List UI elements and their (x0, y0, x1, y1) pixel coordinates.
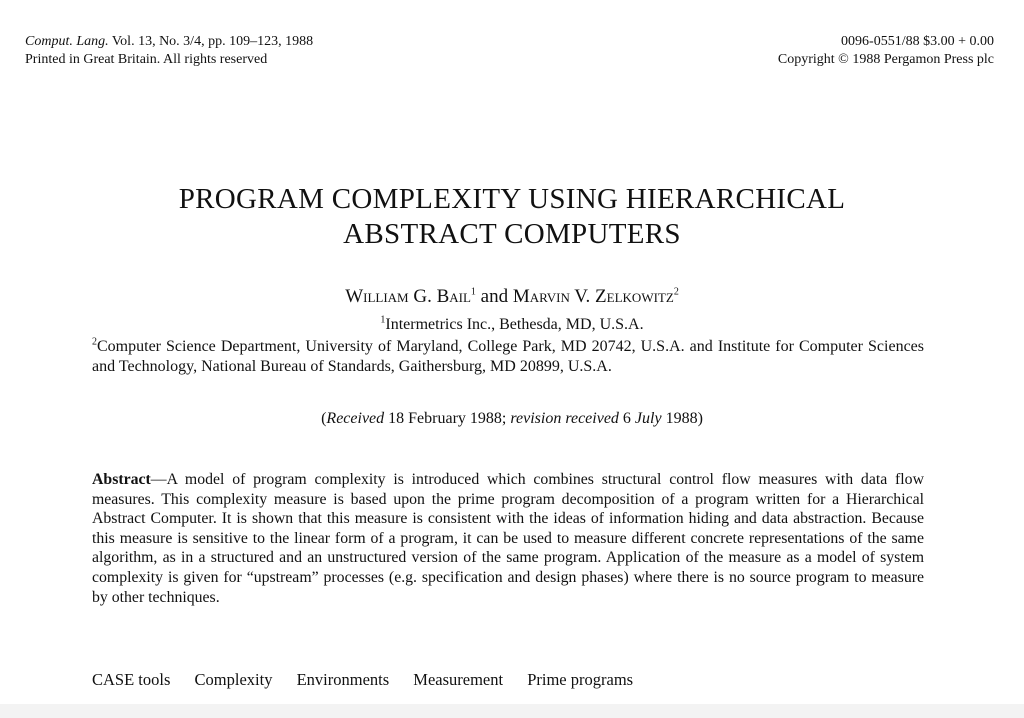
affiliation-1 (0, 315, 1024, 335)
publisher-header (778, 33, 994, 69)
title-line-1: PROGRAM COMPLEXITY USING HIERARCHICAL (178, 183, 846, 215)
affiliation-2-mark: 2 (92, 336, 97, 348)
affiliation-1-mark: 1 (380, 314, 386, 326)
abstract-text: —A model of program complexity is introduced which combines structural control flow measures with data flow measures. This complexity measure is based upon the prime program decomposition of a program written for a Hierarchical Abstract Computer. It is shown that this measure is consistent with the ideas of information hiding and data abstraction. Because this measure is sensitive to the linear form of a program, it can be used to measure different concrete representations of the same algorithm, as in a structured and an unstructured version of the same program. Application of the measure as a model of system complexity is given for “upstream” processes (e.g. specification and design phases) where there is no source program to measure by other techniques. (92, 471, 924, 606)
affiliation-2 (92, 337, 924, 377)
journal-abbrev: Comput. Lang. (25, 34, 109, 49)
revision-label: revision received (510, 410, 619, 427)
scan-edge (0, 704, 1024, 718)
revision-year: 1988 (665, 410, 698, 427)
keyword: Prime programs (527, 670, 634, 689)
revision-month: July (634, 410, 662, 427)
copyright-line: Copyright © 1988 Pergamon Press plc (777, 52, 994, 67)
keyword-list (92, 670, 653, 690)
author-1-mark: 1 (470, 286, 476, 298)
printed-line: Printed in Great Britain. All rights reserved (25, 52, 268, 67)
revision-day: 6 (622, 410, 631, 427)
journal-header (25, 33, 313, 69)
paper-title (0, 182, 1024, 252)
author-1: William G. Bail (345, 286, 471, 307)
citation-line (25, 33, 313, 51)
citation-text: Vol. 13, No. 3/4, pp. 109–123, 1988 (111, 34, 314, 49)
received-date: 18 February (388, 410, 466, 427)
affiliation-1-text: Intermetrics Inc., Bethesda, MD, U.S.A. (385, 316, 644, 333)
received-label: Received (326, 410, 385, 427)
affiliation-2-text: Computer Science Department, University of Maryland, College Park, MD 20742, U.S.A. and Institute for Computer Sciences and Technology, National Bureau of Standards, Gaithersburg, MD 20899, U.S.A. (92, 338, 924, 375)
abstract (92, 470, 924, 607)
abstract-label: Abstract (92, 471, 151, 488)
received-year: 1988; (469, 410, 507, 427)
author-2-mark: 2 (673, 286, 679, 298)
keyword: CASE tools (92, 670, 171, 689)
keyword: Measurement (413, 670, 504, 689)
keyword: Complexity (194, 670, 273, 689)
received-dates: (Received 18 February 1988; revision received 6 July 1988) (321, 410, 703, 427)
issn-price: 0096-0551/88 $3.00 + 0.00 (841, 34, 994, 49)
title-line-2: ABSTRACT COMPUTERS (343, 218, 681, 250)
author-conjunction: and (480, 286, 509, 307)
keyword: Environments (296, 670, 390, 689)
author-list (0, 285, 1024, 309)
author-2: Marvin V. Zelkowitz (512, 286, 674, 307)
